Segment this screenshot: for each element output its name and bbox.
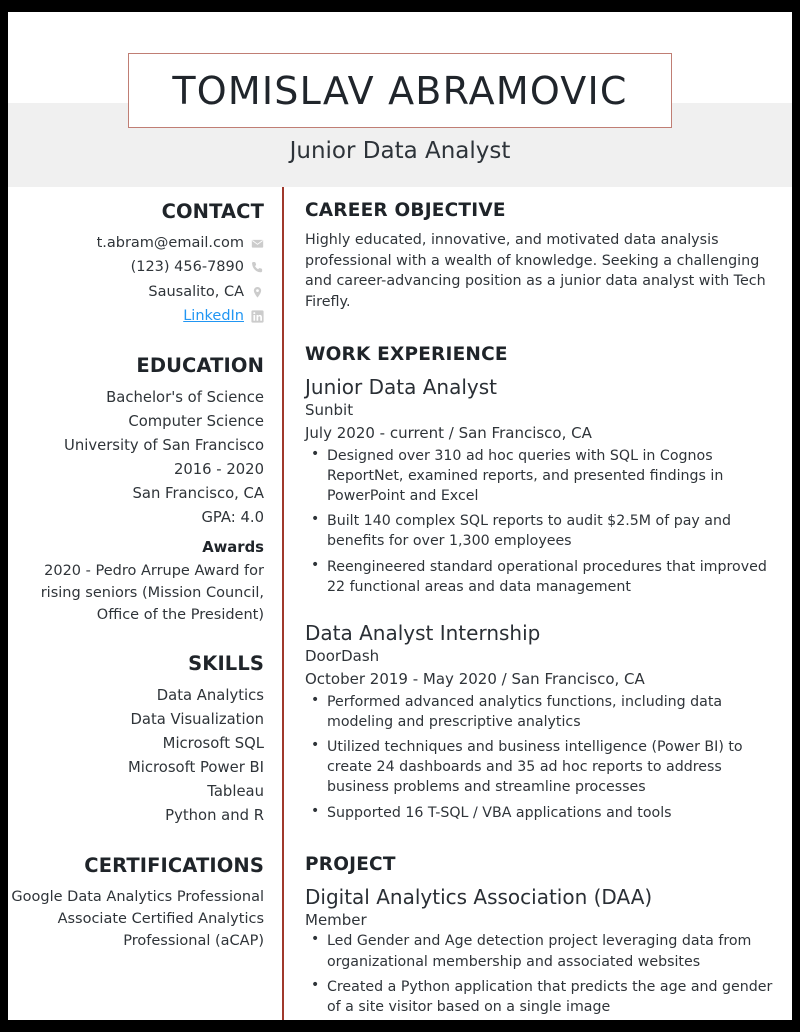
career-objective-heading: CAREER OBJECTIVE — [305, 200, 506, 221]
skill-item: Microsoft SQL — [162, 734, 264, 752]
education-line: 2016 - 2020 — [173, 460, 264, 478]
sidebar — [8, 200, 282, 1020]
resume-page — [8, 12, 792, 1020]
job-title: Junior Data Analyst — [305, 374, 498, 399]
awards-text: 2020 - Pedro Arrupe Award for rising seniors (Mission Council, Office of the President) — [40, 562, 264, 623]
work-entry — [305, 374, 776, 597]
job-dates-location: July 2020 - current / San Francisco, CA — [305, 423, 592, 442]
project-role: Member — [305, 911, 367, 930]
education-line: Computer Science — [128, 412, 264, 430]
work-experience-heading: WORK EXPERIENCE — [305, 343, 508, 365]
name-box — [128, 53, 672, 128]
career-objective-section — [305, 200, 776, 313]
education-line: San Francisco, CA — [132, 484, 264, 502]
education-line: GPA: 4.0 — [201, 508, 264, 526]
main-column — [284, 200, 792, 1020]
contact-item-email — [8, 232, 264, 254]
project-section — [305, 854, 776, 1017]
job-title: Data Analyst Internship — [305, 620, 541, 645]
education-line: University of San Francisco — [64, 436, 264, 454]
phone-icon — [251, 261, 264, 274]
resume-header — [8, 12, 792, 187]
certifications-section — [8, 854, 264, 952]
job-bullets — [305, 446, 776, 597]
bullet-item: • Led Gender and Age detection project leveraging data from organizational membership and associated websites — [305, 931, 776, 971]
linkedin-icon[interactable] — [251, 310, 264, 323]
skills-section — [8, 652, 264, 828]
skill-item: Data Visualization — [130, 710, 264, 728]
resume-body — [8, 187, 792, 1020]
project-heading: PROJECT — [305, 853, 396, 875]
job-company: DoorDash — [305, 647, 380, 666]
contact-phone-text: (123) 456-7890 — [130, 259, 244, 276]
project-bullets — [305, 931, 776, 1017]
contact-item-phone — [8, 256, 264, 278]
contact-item-linkedin[interactable] — [8, 305, 264, 327]
education-heading: EDUCATION — [136, 353, 264, 377]
contact-section — [8, 200, 264, 328]
contact-email-text: t.abram@email.com — [96, 235, 244, 251]
location-pin-icon — [251, 286, 264, 299]
certifications-heading: CERTIFICATIONS — [84, 853, 264, 877]
skill-item: Python and R — [165, 806, 264, 824]
bullet-item: • Built 140 complex SQL reports to audit $2.5M of pay and benefits for over 1,300 employees — [305, 511, 776, 551]
work-experience-section — [305, 344, 776, 823]
project-title: Digital Analytics Association (DAA) — [305, 884, 653, 909]
skill-item: Data Analytics — [156, 686, 264, 704]
contact-heading: CONTACT — [161, 200, 264, 223]
work-entry — [305, 620, 776, 823]
education-line: Bachelor's of Science — [106, 388, 264, 406]
job-company: Sunbit — [305, 401, 354, 420]
contact-item-location — [8, 281, 264, 303]
skill-item: Tableau — [207, 782, 264, 800]
contact-location-text: Sausalito, CA — [148, 283, 244, 300]
skill-item: Microsoft Power BI — [128, 758, 264, 776]
bullet-item: • Utilized techniques and business intelligence (Power BI) to create 24 dashboards and 35 ad hoc reports to address business problems and streamline processes — [305, 737, 776, 797]
job-bullets — [305, 692, 776, 823]
skills-heading: SKILLS — [188, 651, 264, 675]
certification-item: Associate Certified Analytics Professional (aCAP) — [57, 910, 264, 949]
bullet-item: • Supported 16 T-SQL / VBA applications and tools — [305, 803, 776, 823]
bullet-item: • Created a Python application that predicts the age and gender of a site visitor based on a single image — [305, 977, 776, 1017]
linkedin-link[interactable]: LinkedIn — [183, 308, 244, 325]
project-entry — [305, 884, 776, 1017]
candidate-name: TOMISLAV ABRAMOVIC — [172, 68, 628, 113]
candidate-title: Junior Data Analyst — [289, 138, 511, 164]
envelope-icon — [251, 237, 264, 250]
job-dates-location: October 2019 - May 2020 / San Francisco, CA — [305, 669, 645, 688]
bullet-item: • Performed advanced analytics functions, including data modeling and prescriptive analytics — [305, 692, 776, 732]
awards-label: Awards — [202, 538, 264, 556]
education-section — [8, 354, 264, 626]
career-objective-text: Highly educated, innovative, and motivated data analysis professional with a wealth of knowledge. Seeking a challenging and career-advancing position as a junior data analyst with Tech Firefly. — [305, 232, 766, 311]
certification-item: Google Data Analytics Professional — [11, 888, 264, 905]
bullet-item: • Designed over 310 ad hoc queries with SQL in Cognos ReportNet, examined reports, and presented findings in PowerPoint and Excel — [305, 446, 776, 506]
bullet-item: • Reengineered standard operational procedures that improved 22 functional areas and data management — [305, 557, 776, 597]
